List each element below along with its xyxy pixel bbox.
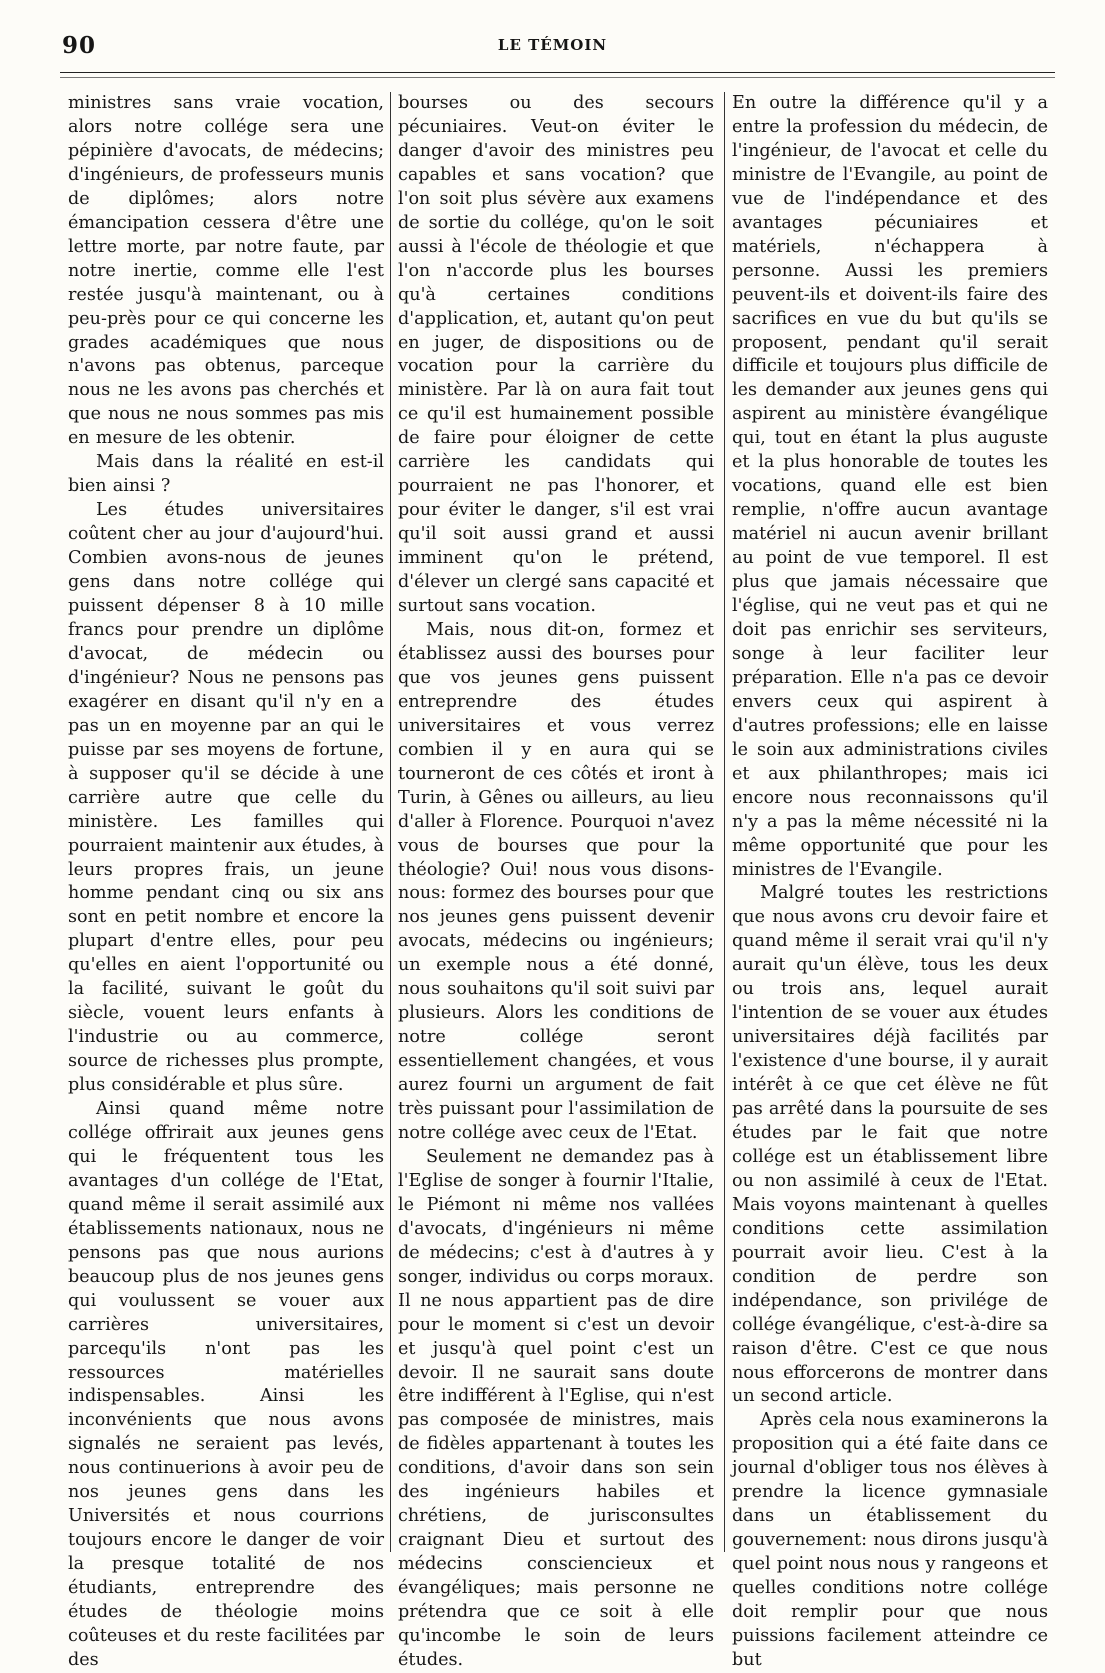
column-divider (390, 92, 391, 1552)
text-column-1 (68, 92, 384, 1670)
text-column-3 (732, 92, 1048, 1670)
paragraph: bourses ou des secours pécuniaires. Veut-on éviter le danger d'avoir des ministres peu capables et sans vocation? que l'on soit plus sévère aux examens de sortie du collége, qu'on le soit aussi à l'école de théologie et que l'on n'accorde plus les bourses qu'à certaines conditions d'application, et, autant qu'on peut en juger, de dispositions ou de vocation pour la carrière du ministère. Par là on aura fait tout ce qu'il est humainement possible de faire pour éloigner de cette carrière les candidats qui pourraient ne pas l'honorer, et pour éviter le danger, s'il est vrai qu'il soit aussi grand et aussi imminent qu'on le prétend, d'élever un clergé sans capacité et surtout sans vocation. (398, 93, 714, 617)
paragraph: Malgré toutes les restrictions que nous avons cru devoir faire et quand même il serait vrai qu'il n'y aurait qu'un élève, tous les deux ou trois ans, lequel aurait l'intention de se vouer aux études universitaires déjà facilités par l'existence d'une bourse, il y aurait intérêt à ce que cet élève ne fût pas arrêté dans la poursuite de ses études par le fait que notre collége est un établissement libre ou non assimilé à ceux de l'Etat. Mais voyons maintenant à quelles conditions cette assimilation pourrait avoir lieu. C'est à la condition de perdre son indépendance, son privilége de collége évangélique, c'est-à-dire sa raison d'être. C'est ce que nous nous efforcerons de montrer dans un second article. (732, 883, 1048, 1407)
journal-title: LE TÉMOIN (497, 36, 608, 54)
paragraph: Mais, nous dit-on, formez et établissez aussi des bourses pour que vos jeunes gens puissent entreprendre des études universitaires et vous verrez combien il y en aura qui se tourneront de ces côtés et iront à Turin, à Gênes ou ailleurs, au lieu d'aller à Florence. Pourquoi n'avez vous de bourses que pour la théologie? Oui! nous vous disons-nous: formez des bourses pour que nos jeunes gens puissent devenir avocats, médecins ou ingénieurs; un exemple nous a été donné, nous souhaitons qu'il soit suivi par plusieurs. Alors les conditions de notre collége seront essentiellement changées, et vous aurez fourni un argument de fait très puissant pour l'assimilation de notre collége avec ceux de l'Etat. (398, 619, 714, 1143)
column-divider (724, 92, 725, 1552)
article-columns (62, 92, 1052, 1670)
paragraph: Ainsi quand même notre collége offrirait aux jeunes gens qui le fréquentent tous les avantages d'un collége de l'Etat, quand même il serait assimilé aux établissements nationaux, nous ne pensons pas que nous aurions beaucoup plus de nos jeunes gens qui voulussent se vouer aux carrières universitaires, parcequ'ils n'ont pas les ressources matérielles indispensables. Ainsi les inconvénients que nous avons signalés ne seraient pas levés, nous continuerions à avoir peu de nos jeunes gens dans les Universités et nous courrions toujours encore le danger de voir la presque totalité de nos étudiants, entreprendre des études de théologie moins coûteuses et du reste facilitées par des (68, 1099, 384, 1670)
paragraph: Après cela nous examinerons la proposition qui a été faite dans ce journal d'obliger tous nos élèves à prendre la licence gymnasiale dans un établissement du gouvernement: nous dirons jusqu'à quel point nous nous y rangeons et quelles conditions notre collége doit remplir pour que nous puissions facilement atteindre ce but (732, 1410, 1048, 1670)
page-header (0, 0, 1105, 78)
paragraph: Seulement ne demandez pas à l'Eglise de songer à fournir l'Italie, le Piémont ni même nos vallées d'avocats, d'ingénieurs ni même de médecins; c'est à d'autres à y songer, individus ou corps moraux. Il ne nous appartient pas de dire pour le moment si c'est un devoir et jusqu'à quel point c'est un devoir. Il ne saurait sans doute être indifférent à l'Eglise, qui n'est pas composée de ministres, mais de fidèles appartenant à toutes les conditions, d'avoir dans son sein des ingénieurs habiles et chrétiens, de jurisconsultes craignant Dieu et surtout des médecins consciencieux et évangéliques; mais personne ne prétendra que ce soit à elle qu'incombe le soin de leurs études. (398, 1146, 714, 1670)
paragraph: En outre la différence qu'il y a entre la profession du médecin, de l'ingénieur, de l'avocat et celle du ministre de l'Evangile, au point de vue de l'indépendance et des avantages pécuniaires et matériels, n'échappera à personne. Aussi les premiers peuvent-ils et doivent-ils faire des sacrifices en vue du but qu'ils se proposent, pendant qu'il serait difficile et toujours plus difficile de les demander aux jeunes gens qui aspirent au ministère évangélique qui, tout en étant la plus auguste et la plus honorable de toutes les vocations, quand elle est bien remplie, n'offre aucun avantage matériel ni aucun avenir brillant au point de vue temporel. Il est plus que jamais nécessaire que l'église, qui ne veut pas et qui ne doit pas enrichir ses serviteurs, songe à leur faciliter leur préparation. Elle n'a pas ce devoir envers ceux qui aspirent à d'autres professions; elle en laisse le soin aux administrations civiles et aux philanthropes; mais ici encore nous reconnaissons qu'il n'y a pas la même nécessité ni la même opportunité que pour les ministres de l'Evangile. (732, 93, 1048, 880)
paragraph: Les études universitaires coûtent cher au jour d'aujourd'hui. Combien avons-nous de jeunes gens dans notre collége qui puissent dépenser 8 à 10 mille francs pour prendre un diplôme d'avocat, de médecin ou d'ingénieur? Nous ne pensons pas exagérer en disant qu'il n'y en a pas un en moyenne par an qui le puisse par ses moyens de fortune, à supposer qu'il se décide à une carrière autre que celle du ministère. Les familles qui pourraient maintenir aux études, à leurs propres frais, un jeune homme pendant cinq ou six ans sont en petit nombre et encore la plupart d'entre elles, pour peu qu'elles en aient l'opportunité ou la facilité, suivant le goût du siècle, vouent leurs enfants à l'industrie ou au commerce, source de richesses plus prompte, plus considérable et plus sûre. (68, 500, 384, 1096)
text-column-2 (398, 92, 714, 1670)
header-rule (60, 72, 1055, 78)
paragraph: ministres sans vraie vocation, alors notre collége sera une pépinière d'avocats, de médecins; d'ingénieurs, de professeurs munis de diplômes; alors notre émancipation cessera d'être une lettre morte, par notre faute, par notre inertie, comme elle l'est restée jusqu'à maintenant, ou à peu-près pour ce qui concerne les grades académiques que nous n'avons pas obtenus, parceque nous ne les avons pas cherchés et que nous ne nous sommes pas mis en mesure de les obtenir. (68, 93, 384, 449)
page-number: 90 (62, 32, 97, 59)
paragraph: Mais dans la réalité en est-il bien ainsi ? (68, 452, 384, 497)
